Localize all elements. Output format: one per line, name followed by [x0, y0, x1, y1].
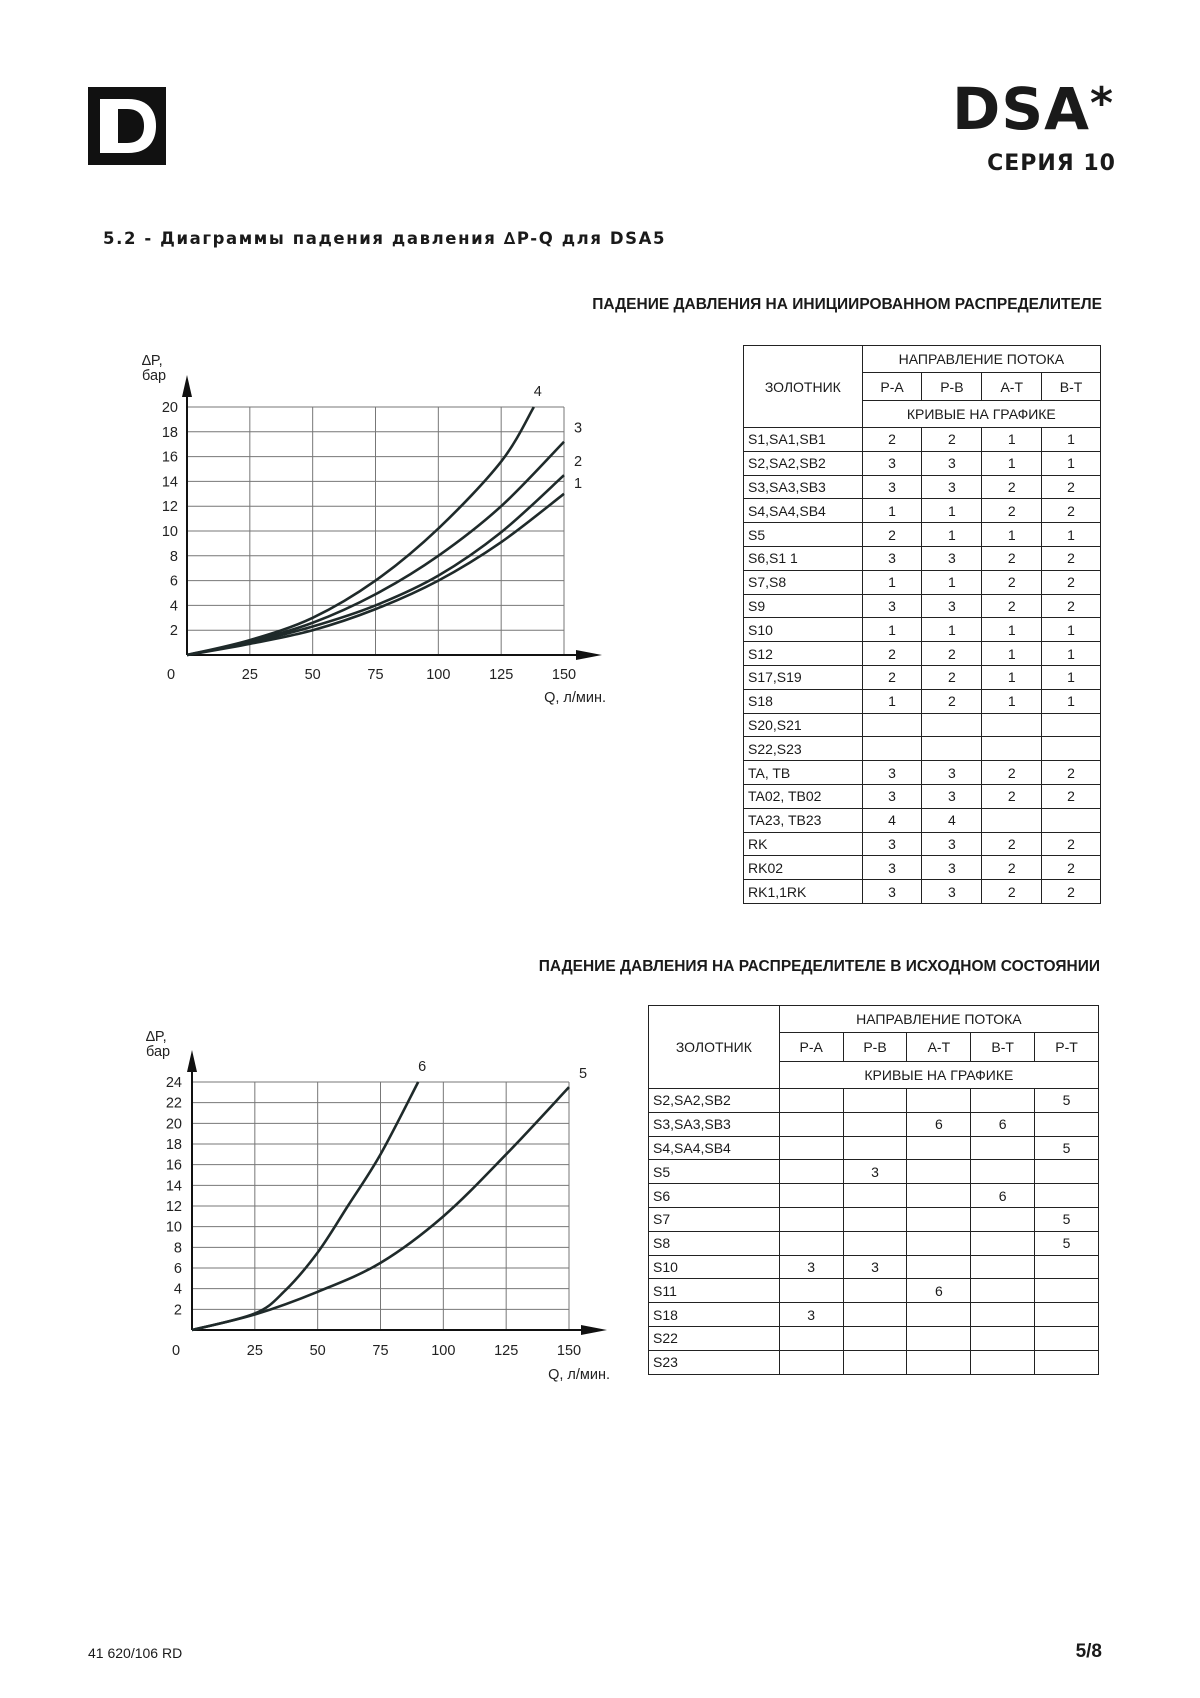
curve-number-cell: 2 — [982, 570, 1042, 594]
curve-number-cell — [779, 1279, 843, 1303]
curve-number-cell — [907, 1231, 971, 1255]
series-label: СЕРИЯ 10 — [987, 151, 1116, 176]
x-tick-label: 125 — [489, 667, 514, 683]
curve-number-cell: 1 — [862, 570, 922, 594]
curve-number-cell — [779, 1089, 843, 1113]
x-tick-label: 0 — [171, 1343, 181, 1359]
curve-number-cell — [779, 1136, 843, 1160]
y-tick-label: 24 — [165, 1075, 182, 1091]
curve-number-cell: 5 — [1035, 1089, 1099, 1113]
table-row — [744, 594, 1101, 618]
curve-number-cell — [922, 737, 982, 761]
company-logo — [88, 87, 166, 165]
y-tick-label: 10 — [165, 1219, 182, 1236]
y-tick-label: 14 — [165, 1178, 182, 1195]
curve-number-cell: 2 — [1042, 546, 1101, 570]
curve-number-cell — [779, 1160, 843, 1184]
y-tick-label: 10 — [161, 524, 178, 540]
y-tick-label: 4 — [173, 1281, 182, 1298]
spool-name: TA23, TB23 — [744, 808, 863, 832]
curve-number-cell — [1035, 1255, 1099, 1279]
curve-number-cell — [1042, 808, 1101, 832]
table-row — [744, 689, 1101, 713]
curve-number-cell — [779, 1350, 843, 1374]
product-title — [952, 75, 1114, 143]
spool-name: S10 — [744, 618, 863, 642]
y-tick-label: 6 — [169, 573, 178, 590]
curve-number-cell: 2 — [922, 642, 982, 666]
y-axis-title: бар — [146, 1044, 171, 1060]
curve-number-cell — [779, 1326, 843, 1350]
table-row — [744, 451, 1101, 475]
curve-number-cell — [1035, 1160, 1099, 1184]
curve-number-cell — [1035, 1350, 1099, 1374]
spool-name: TA02, TB02 — [744, 784, 863, 808]
y-tick-label: 22 — [165, 1095, 182, 1112]
curve-number-cell — [982, 808, 1042, 832]
spool-name: S20,S21 — [744, 713, 863, 737]
table-row — [649, 1160, 1099, 1184]
x-tick-label: 150 — [556, 1343, 582, 1359]
curve-number-cell — [779, 1231, 843, 1255]
curve-number-cell: 3 — [922, 594, 982, 618]
curve-number-cell — [971, 1279, 1035, 1303]
curve-number-cell — [1035, 1184, 1099, 1208]
curve-number-cell: 2 — [982, 856, 1042, 880]
curve-number-cell — [1042, 737, 1101, 761]
curve-number-cell — [843, 1326, 907, 1350]
curve-number-cell — [971, 1207, 1035, 1231]
curve-number-cell: 1 — [862, 499, 922, 523]
y-tick-label: 4 — [169, 598, 178, 615]
table-row — [744, 428, 1101, 452]
table-row — [744, 832, 1101, 856]
section-title: 5.2 - Диаграммы падения давления ∆P-Q для DSA5 — [103, 229, 667, 248]
y-tick-label: 2 — [173, 1302, 182, 1319]
table-row — [744, 499, 1101, 523]
curve-number-cell: 6 — [907, 1112, 971, 1136]
spool-header: ЗОЛОТНИК — [649, 1006, 780, 1089]
table-row — [744, 475, 1101, 499]
curve-number-cell: 4 — [862, 808, 922, 832]
spool-name: S4,SA4,SB4 — [744, 499, 863, 523]
curve-number-cell: 2 — [922, 689, 982, 713]
y-tick-label: 20 — [161, 400, 178, 416]
table-row — [649, 1231, 1099, 1255]
curve-number-cell: 6 — [971, 1112, 1035, 1136]
curve-number-cell — [779, 1207, 843, 1231]
y-tick-label: 16 — [161, 449, 178, 466]
y-tick-label: 14 — [161, 474, 178, 491]
curve-number-cell — [1035, 1279, 1099, 1303]
table-row — [649, 1136, 1099, 1160]
x-tick-label: 150 — [551, 667, 577, 683]
curve-number-cell: 3 — [922, 832, 982, 856]
curve-number-cell: 1 — [982, 618, 1042, 642]
column-header: A-T — [982, 373, 1042, 401]
curve-number-cell — [922, 713, 982, 737]
x-tick-label: 100 — [426, 667, 451, 683]
spool-name: S4,SA4,SB4 — [649, 1136, 780, 1160]
x-tick-label: 75 — [372, 1343, 389, 1359]
curve-number-cell: 1 — [922, 570, 982, 594]
curve-number-cell: 1 — [1042, 642, 1101, 666]
curve-number-cell: 6 — [907, 1279, 971, 1303]
x-tick-label: 50 — [309, 1343, 326, 1359]
table-row — [744, 570, 1101, 594]
spool-name: S10 — [649, 1255, 780, 1279]
curves-header: КРИВЫЕ НА ГРАФИКЕ — [779, 1062, 1098, 1089]
table-row — [649, 1255, 1099, 1279]
curve-number-cell — [907, 1350, 971, 1374]
curve-number-cell: 2 — [862, 642, 922, 666]
column-header: A-T — [907, 1033, 971, 1062]
page-number: 5/8 — [1075, 1641, 1102, 1662]
curve-number-cell: 3 — [862, 832, 922, 856]
x-tick-label: 50 — [304, 667, 321, 683]
spool-name: S9 — [744, 594, 863, 618]
curve-number-cell: 3 — [922, 475, 982, 499]
spool-name: S18 — [649, 1303, 780, 1327]
curve-number-cell: 2 — [982, 499, 1042, 523]
curve-number-cell: 2 — [862, 428, 922, 452]
curve-number-cell — [862, 737, 922, 761]
spool-name: S12 — [744, 642, 863, 666]
spool-name: S6 — [649, 1184, 780, 1208]
curve-number-cell: 3 — [862, 451, 922, 475]
curve-number-cell: 1 — [862, 689, 922, 713]
curve-number-cell: 2 — [862, 523, 922, 547]
spool-name: S2,SA2,SB2 — [649, 1089, 780, 1113]
column-header: P-A — [779, 1033, 843, 1062]
y-tick-label: 12 — [161, 499, 178, 516]
product-name: DSA — [952, 75, 1090, 143]
curve-number-cell: 1 — [1042, 618, 1101, 642]
curve-number-cell — [843, 1184, 907, 1208]
curve-number-cell: 1 — [982, 523, 1042, 547]
y-tick-label: 16 — [165, 1157, 182, 1174]
spool-header: ЗОЛОТНИК — [744, 346, 863, 428]
curve-number-cell: 3 — [922, 761, 982, 785]
energized-subtitle: ПАДЕНИЕ ДАВЛЕНИЯ НА ИНИЦИИРОВАННОМ РАСПРЕДЕЛИТЕЛЕ — [592, 296, 1102, 313]
spool-name: S7 — [649, 1207, 780, 1231]
curve-number-cell: 2 — [1042, 594, 1101, 618]
curve-number-cell: 3 — [862, 856, 922, 880]
spool-name: S3,SA3,SB3 — [744, 475, 863, 499]
spool-name: S23 — [649, 1350, 780, 1374]
curve-number-cell — [907, 1160, 971, 1184]
x-axis-title: Q, л/мин. — [544, 690, 606, 706]
curve-number-cell: 2 — [1042, 570, 1101, 594]
x-axis-arrow — [576, 650, 602, 660]
curve-number-cell — [907, 1136, 971, 1160]
curve-number-cell — [843, 1350, 907, 1374]
curve-number-cell: 1 — [982, 689, 1042, 713]
curve-number-cell — [907, 1326, 971, 1350]
curve-number-cell: 1 — [982, 428, 1042, 452]
curve-number-cell: 2 — [1042, 856, 1101, 880]
y-tick-label: 12 — [165, 1199, 182, 1215]
spool-name: S2,SA2,SB2 — [744, 451, 863, 475]
y-axis-title: ∆P, — [142, 353, 163, 369]
spool-name: S6,S1 1 — [744, 546, 863, 570]
spool-name: S11 — [649, 1279, 780, 1303]
table-row — [744, 642, 1101, 666]
grid — [187, 407, 564, 655]
curve-number-cell — [843, 1136, 907, 1160]
x-tick-label: 100 — [431, 1343, 456, 1359]
curve-number-cell — [907, 1207, 971, 1231]
x-tick-label: 25 — [246, 1343, 263, 1359]
curve-number-cell: 2 — [982, 761, 1042, 785]
curve-number-cell — [843, 1303, 907, 1327]
curve-number-cell — [907, 1255, 971, 1279]
series-label-4: 4 — [533, 384, 542, 400]
curve-number-cell: 3 — [843, 1160, 907, 1184]
rest-subtitle: ПАДЕНИЕ ДАВЛЕНИЯ НА РАСПРЕДЕЛИТЕЛЕ В ИСХОДНОМ СОСТОЯНИИ — [538, 958, 1100, 975]
spool-name: S17,S19 — [744, 665, 863, 689]
table-row — [649, 1112, 1099, 1136]
curve-number-cell: 3 — [862, 475, 922, 499]
curve-number-cell: 2 — [862, 665, 922, 689]
table-row — [744, 665, 1101, 689]
spool-name: S22 — [649, 1326, 780, 1350]
curve-number-cell: 3 — [922, 451, 982, 475]
table-row — [649, 1089, 1099, 1113]
curve-number-cell: 6 — [971, 1184, 1035, 1208]
curve-number-cell: 2 — [982, 594, 1042, 618]
table-row — [744, 737, 1101, 761]
y-axis-title: ∆P, — [146, 1029, 167, 1045]
y-axis-arrow — [182, 375, 192, 397]
curve-number-cell — [907, 1184, 971, 1208]
x-axis-title: Q, л/мин. — [548, 1367, 610, 1383]
curve-number-cell: 1 — [982, 665, 1042, 689]
curve-number-cell: 1 — [1042, 689, 1101, 713]
y-tick-label: 18 — [161, 424, 178, 441]
rest-table — [648, 1005, 1099, 1375]
column-header: P-B — [843, 1033, 907, 1062]
curve-number-cell: 3 — [922, 856, 982, 880]
flow-direction-header: НАПРАВЛЕНИЕ ПОТОКА — [779, 1006, 1098, 1033]
spool-name: S3,SA3,SB3 — [649, 1112, 780, 1136]
table-row — [744, 761, 1101, 785]
column-header: P-A — [862, 373, 922, 401]
table-row — [744, 856, 1101, 880]
series-label-3: 3 — [574, 420, 583, 437]
column-header: B-T — [1042, 373, 1101, 401]
curve-number-cell: 2 — [1042, 832, 1101, 856]
table-row — [649, 1279, 1099, 1303]
curve-number-cell — [971, 1160, 1035, 1184]
curve-number-cell — [1042, 713, 1101, 737]
curve-number-cell — [1035, 1112, 1099, 1136]
series-label-2: 2 — [574, 454, 583, 471]
curve-number-cell — [843, 1112, 907, 1136]
document-code: 41 620/106 RD — [88, 1645, 183, 1661]
curve-number-cell — [907, 1303, 971, 1327]
spool-name: S8 — [649, 1231, 780, 1255]
table-row — [744, 523, 1101, 547]
curve-number-cell — [907, 1089, 971, 1113]
chart-rest — [120, 1025, 620, 1395]
table-row — [744, 546, 1101, 570]
curve-number-cell — [843, 1231, 907, 1255]
curve-number-cell — [982, 737, 1042, 761]
curve-number-cell: 1 — [1042, 523, 1101, 547]
column-header: P-B — [922, 373, 982, 401]
x-tick-label: 75 — [367, 667, 384, 683]
y-tick-label: 20 — [165, 1116, 182, 1133]
table-row — [744, 808, 1101, 832]
curve-number-cell: 1 — [862, 618, 922, 642]
spool-name: RK1,1RK — [744, 880, 863, 904]
curve-number-cell — [971, 1326, 1035, 1350]
curve-number-cell: 4 — [922, 808, 982, 832]
y-tick-label: 8 — [169, 548, 178, 565]
curve-number-cell: 2 — [1042, 475, 1101, 499]
spool-name: RK02 — [744, 856, 863, 880]
curve-number-cell — [971, 1136, 1035, 1160]
series-label-6: 6 — [418, 1059, 427, 1075]
curve-number-cell: 1 — [982, 642, 1042, 666]
curve-number-cell — [862, 713, 922, 737]
curve-number-cell: 2 — [1042, 761, 1101, 785]
curve-number-cell: 2 — [1042, 499, 1101, 523]
curve-number-cell — [843, 1089, 907, 1113]
curve-number-cell: 3 — [922, 880, 982, 904]
chart-energized — [120, 345, 620, 715]
table-row — [744, 713, 1101, 737]
curve-number-cell: 2 — [982, 832, 1042, 856]
curve-number-cell — [1035, 1326, 1099, 1350]
x-tick-label: 25 — [241, 667, 258, 683]
grid — [192, 1082, 569, 1330]
spool-name: RK — [744, 832, 863, 856]
curve-number-cell: 3 — [779, 1303, 843, 1327]
y-tick-label: 8 — [173, 1240, 182, 1257]
column-header: P-T — [1035, 1033, 1099, 1062]
curve-number-cell: 1 — [1042, 428, 1101, 452]
x-tick-label: 125 — [494, 1343, 519, 1359]
curve-number-cell: 2 — [982, 546, 1042, 570]
curve-number-cell: 5 — [1035, 1136, 1099, 1160]
y-tick-label: 2 — [169, 623, 178, 640]
product-mark: * — [1089, 78, 1114, 129]
table-row — [649, 1303, 1099, 1327]
curve-number-cell: 3 — [862, 594, 922, 618]
curve-number-cell — [843, 1207, 907, 1231]
table-row — [649, 1184, 1099, 1208]
curve-number-cell: 5 — [1035, 1231, 1099, 1255]
curve-number-cell — [982, 713, 1042, 737]
curve-number-cell: 2 — [982, 880, 1042, 904]
curve-number-cell: 3 — [862, 546, 922, 570]
curve-number-cell — [779, 1112, 843, 1136]
curves-header: КРИВЫЕ НА ГРАФИКЕ — [862, 401, 1100, 428]
curve-number-cell: 2 — [922, 428, 982, 452]
curve-number-cell — [971, 1231, 1035, 1255]
curve-number-cell: 1 — [982, 451, 1042, 475]
curve-number-cell: 1 — [1042, 665, 1101, 689]
table-row — [649, 1350, 1099, 1374]
curve-number-cell — [971, 1303, 1035, 1327]
y-tick-label: 18 — [165, 1137, 182, 1153]
y-tick-label: 6 — [173, 1261, 182, 1277]
curve-number-cell: 1 — [1042, 451, 1101, 475]
curve-number-cell: 5 — [1035, 1207, 1099, 1231]
curve-number-cell — [779, 1184, 843, 1208]
curve-number-cell: 2 — [982, 784, 1042, 808]
curve-number-cell: 3 — [843, 1255, 907, 1279]
spool-name: S5 — [744, 523, 863, 547]
curve-number-cell: 1 — [922, 618, 982, 642]
table-row — [744, 784, 1101, 808]
x-axis-arrow — [581, 1325, 607, 1335]
curve-number-cell: 2 — [1042, 880, 1101, 904]
spool-name: TA, TB — [744, 761, 863, 785]
curve-number-cell: 3 — [922, 546, 982, 570]
curve-number-cell: 3 — [922, 784, 982, 808]
spool-name: S22,S23 — [744, 737, 863, 761]
curve-number-cell: 2 — [922, 665, 982, 689]
curve-number-cell: 1 — [922, 499, 982, 523]
curve-number-cell — [971, 1350, 1035, 1374]
energized-table — [743, 345, 1101, 904]
y-axis-arrow — [187, 1050, 197, 1072]
spool-name: S7,S8 — [744, 570, 863, 594]
curve-number-cell: 1 — [922, 523, 982, 547]
curve-number-cell — [1035, 1303, 1099, 1327]
y-axis-title: бар — [142, 368, 167, 384]
curve-number-cell — [843, 1279, 907, 1303]
curve-number-cell: 3 — [862, 784, 922, 808]
series-label-1: 1 — [574, 476, 583, 493]
curve-number-cell — [971, 1089, 1035, 1113]
spool-name: S5 — [649, 1160, 780, 1184]
spool-name: S18 — [744, 689, 863, 713]
curve-number-cell: 2 — [1042, 784, 1101, 808]
curve-number-cell: 3 — [862, 880, 922, 904]
table-row — [649, 1326, 1099, 1350]
curve-number-cell: 3 — [862, 761, 922, 785]
x-tick-label: 0 — [166, 667, 176, 683]
table-row — [649, 1207, 1099, 1231]
curve-number-cell: 2 — [982, 475, 1042, 499]
table-row — [744, 618, 1101, 642]
spool-name: S1,SA1,SB1 — [744, 428, 863, 452]
column-header: B-T — [971, 1033, 1035, 1062]
flow-direction-header: НАПРАВЛЕНИЕ ПОТОКА — [862, 346, 1100, 373]
curve-number-cell: 3 — [779, 1255, 843, 1279]
table-row — [744, 880, 1101, 904]
curve-number-cell — [971, 1255, 1035, 1279]
series-label-5: 5 — [579, 1066, 588, 1083]
